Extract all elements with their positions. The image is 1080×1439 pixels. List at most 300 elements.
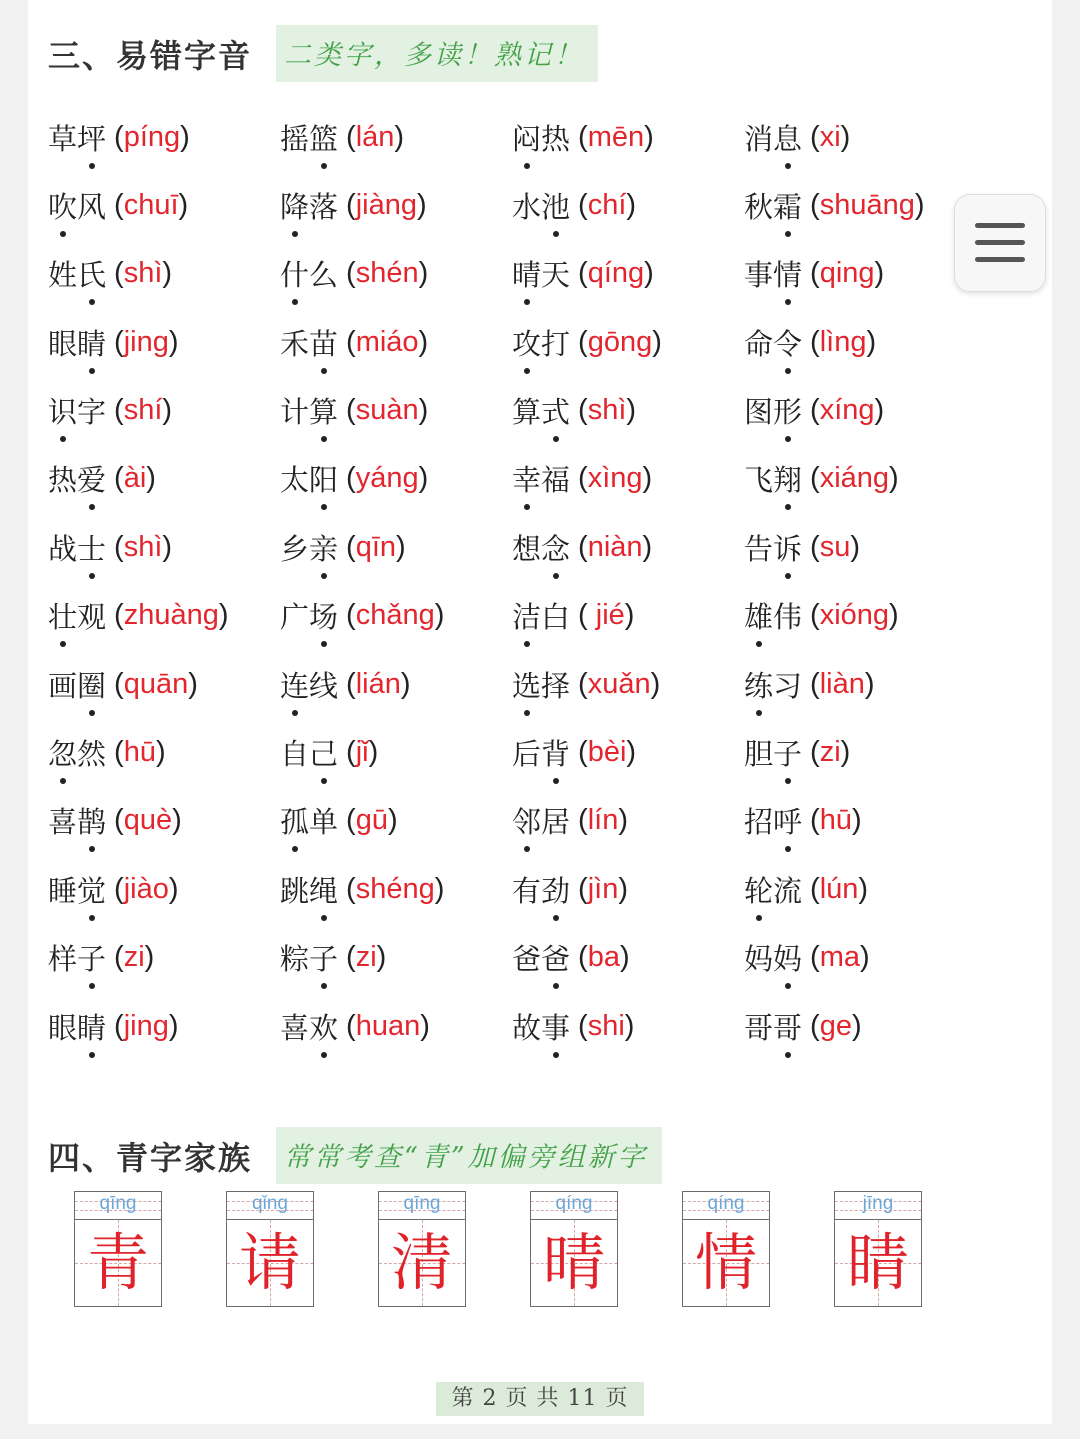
pinyin-text: jiào <box>123 872 169 905</box>
pinyin-text: jǐ <box>355 736 369 769</box>
word-text: 后背 <box>512 732 570 773</box>
word-text: 样子 <box>48 937 106 978</box>
word-text: 喜鹊 <box>48 800 106 841</box>
emphasis-dot <box>292 846 298 852</box>
emphasis-dot <box>321 983 327 989</box>
emphasis-dot <box>785 504 791 510</box>
word-text: 故事 <box>512 1006 570 1047</box>
word-text: 消息 <box>744 117 802 158</box>
emphasis-dot <box>785 778 791 784</box>
word-text: 草坪 <box>48 117 106 158</box>
emphasis-dot <box>524 710 530 716</box>
section4-tip: 常常考查“青”加偏旁组新字 <box>276 1127 662 1184</box>
emphasis-dot <box>60 778 66 784</box>
box-character: 请 <box>238 1226 301 1299</box>
pinyin-text: shì <box>587 394 627 427</box>
pinyin-text: shì <box>123 530 163 563</box>
pinyin: (gōng) <box>578 325 662 358</box>
word-entry <box>512 787 744 855</box>
emphasis-dot <box>321 573 327 579</box>
pinyin: (miáo) <box>346 325 429 358</box>
pinyin: (jǐ) <box>346 736 379 769</box>
pinyin-text: huan <box>355 1009 421 1042</box>
pinyin-text: lán <box>355 120 395 153</box>
pinyin-text: ge <box>819 1009 852 1042</box>
box-pinyin: jīng <box>862 1193 894 1214</box>
pinyin: (shéng) <box>346 872 445 905</box>
pinyin: (shì) <box>114 257 173 290</box>
pinyin: (shí) <box>114 394 173 427</box>
pinyin-text: jiàng <box>355 188 417 221</box>
word-entry <box>744 924 976 992</box>
word-entry <box>744 171 976 239</box>
pinyin-text: zi <box>355 941 377 974</box>
emphasis-dot <box>292 231 298 237</box>
word-entry <box>512 171 744 239</box>
box-pinyin: qīng <box>99 1193 137 1214</box>
emphasis-dot <box>756 915 762 921</box>
word-entry <box>48 924 280 992</box>
word-text: 跳绳 <box>280 869 338 910</box>
pinyin: ( jié) <box>578 599 635 632</box>
word-text: 秋霜 <box>744 185 802 226</box>
pinyin: (jiàng) <box>346 188 427 221</box>
pinyin: (zhuàng) <box>114 599 229 632</box>
pinyin-text: shí <box>123 394 163 427</box>
pinyin-text: liàn <box>819 667 865 700</box>
emphasis-dot <box>89 846 95 852</box>
word-entry <box>280 582 512 650</box>
emphasis-dot <box>321 1052 327 1058</box>
word-entry <box>512 582 744 650</box>
pinyin-text: gū <box>355 804 388 837</box>
word-text: 邻居 <box>512 800 570 841</box>
word-entry <box>512 240 744 308</box>
pinyin: (gū) <box>346 804 398 837</box>
box-character: 清 <box>390 1226 453 1299</box>
menu-button[interactable] <box>954 194 1046 292</box>
word-entry <box>512 924 744 992</box>
pinyin-text: hū <box>123 736 156 769</box>
word-text: 热爱 <box>48 458 106 499</box>
emphasis-dot <box>89 368 95 374</box>
pinyin: (ma) <box>810 941 870 974</box>
word-text: 爸爸 <box>512 937 570 978</box>
box-character: 青 <box>86 1226 149 1299</box>
pinyin-text: shi <box>587 1009 625 1042</box>
pinyin-text: suàn <box>355 394 419 427</box>
word-text: 降落 <box>280 185 338 226</box>
hamburger-menu-icon <box>975 223 1025 228</box>
emphasis-dot <box>321 504 327 510</box>
pinyin-text: qing <box>819 257 875 290</box>
emphasis-dot <box>553 915 559 921</box>
emphasis-dot <box>524 641 530 647</box>
word-entry <box>280 308 512 376</box>
word-entry <box>48 650 280 718</box>
emphasis-dot <box>785 573 791 579</box>
pinyin-text: ài <box>123 462 147 495</box>
emphasis-dot <box>89 299 95 305</box>
word-text: 雄伟 <box>744 595 802 636</box>
word-entry <box>512 650 744 718</box>
word-entry <box>48 308 280 376</box>
word-text: 孤单 <box>280 800 338 841</box>
word-entry <box>48 103 280 171</box>
pinyin: (lián) <box>346 667 411 700</box>
emphasis-dot <box>89 915 95 921</box>
word-entry <box>744 719 976 787</box>
pinyin: (xíng) <box>810 394 885 427</box>
pinyin: (mēn) <box>578 120 654 153</box>
pinyin-text: xióng <box>819 599 890 632</box>
pinyin-text: hū <box>819 804 852 837</box>
word-text: 连线 <box>280 664 338 705</box>
word-entry <box>280 787 512 855</box>
pinyin: (lán) <box>346 120 405 153</box>
pinyin: (qíng) <box>578 257 654 290</box>
word-entry <box>48 513 280 581</box>
word-text: 招呼 <box>744 800 802 841</box>
box-pinyin: qǐng <box>252 1193 288 1214</box>
emphasis-dot <box>321 778 327 784</box>
pinyin: (shì) <box>114 530 173 563</box>
word-text: 计算 <box>280 390 338 431</box>
word-text: 攻打 <box>512 322 570 363</box>
word-entry <box>48 787 280 855</box>
pinyin-text: zhuàng <box>123 599 219 632</box>
emphasis-dot <box>785 299 791 305</box>
pinyin: (xuǎn) <box>578 667 661 700</box>
word-text: 睡觉 <box>48 869 106 910</box>
pinyin-text: píng <box>123 120 181 153</box>
word-entry <box>48 171 280 239</box>
word-text: 有劲 <box>512 869 570 910</box>
emphasis-dot <box>553 436 559 442</box>
word-text: 飞翔 <box>744 458 802 499</box>
pinyin-text: shì <box>123 257 163 290</box>
emphasis-dot <box>524 163 530 169</box>
emphasis-dot <box>89 983 95 989</box>
emphasis-dot <box>60 231 66 237</box>
word-text: 摇篮 <box>280 117 338 158</box>
pinyin: (shi) <box>578 1009 635 1042</box>
section4-header <box>48 1127 662 1184</box>
word-text: 告诉 <box>744 527 802 568</box>
emphasis-dot <box>785 1052 791 1058</box>
pinyin: (zi) <box>810 736 851 769</box>
word-entry <box>744 308 976 376</box>
pinyin: (yáng) <box>346 462 429 495</box>
word-entry <box>280 855 512 923</box>
word-entry <box>512 719 744 787</box>
word-entry <box>744 855 976 923</box>
pinyin-text: quān <box>123 667 189 700</box>
word-text: 广场 <box>280 595 338 636</box>
emphasis-dot <box>553 573 559 579</box>
pinyin: (bèi) <box>578 736 637 769</box>
pinyin: (chuī) <box>114 188 189 221</box>
pinyin: (liàn) <box>810 667 875 700</box>
emphasis-dot <box>553 231 559 237</box>
pinyin: (huan) <box>346 1009 430 1042</box>
box-pinyin: qíng <box>707 1193 745 1214</box>
word-text: 什么 <box>280 253 338 294</box>
tianzige-box <box>226 1191 314 1307</box>
word-entry <box>48 719 280 787</box>
emphasis-dot <box>321 641 327 647</box>
emphasis-dot <box>756 710 762 716</box>
pinyin-text: xíng <box>819 394 875 427</box>
pinyin-text: xìng <box>587 462 643 495</box>
box-pinyin: qíng <box>555 1193 593 1214</box>
pinyin-text: ma <box>819 941 860 974</box>
word-text: 姓氏 <box>48 253 106 294</box>
word-entry <box>280 377 512 445</box>
pinyin: (jìn) <box>578 872 628 905</box>
word-text: 识字 <box>48 390 106 431</box>
pinyin-text: qíng <box>587 257 645 290</box>
word-text: 闷热 <box>512 117 570 158</box>
emphasis-dot <box>321 436 327 442</box>
pinyin-text: su <box>819 530 851 563</box>
word-text: 粽子 <box>280 937 338 978</box>
section3-tip: 二类字，多读！熟记！ <box>276 25 598 82</box>
box-character: 情 <box>694 1226 757 1299</box>
pinyin-text: jing <box>123 1009 169 1042</box>
tianzige-box <box>682 1191 770 1307</box>
pinyin-text: chǎng <box>355 599 435 632</box>
word-entry <box>744 103 976 171</box>
word-entry <box>744 992 976 1060</box>
emphasis-dot <box>785 163 791 169</box>
emphasis-dot <box>321 915 327 921</box>
pinyin: (ge) <box>810 1009 862 1042</box>
emphasis-dot <box>785 231 791 237</box>
word-entry <box>48 855 280 923</box>
emphasis-dot <box>89 163 95 169</box>
pinyin-text: què <box>123 804 173 837</box>
pinyin-text: xuǎn <box>587 667 651 700</box>
emphasis-dot <box>553 778 559 784</box>
emphasis-dot <box>292 299 298 305</box>
word-text: 洁白 <box>512 595 570 636</box>
pinyin: (chǎng) <box>346 599 445 632</box>
word-entry <box>280 240 512 308</box>
word-text: 壮观 <box>48 595 106 636</box>
pinyin-text: lún <box>819 872 859 905</box>
box-character: 睛 <box>846 1226 909 1299</box>
pinyin: (ba) <box>578 941 630 974</box>
section3-title: 三、易错字音 <box>48 36 253 75</box>
word-text: 妈妈 <box>744 937 802 978</box>
emphasis-dot <box>756 641 762 647</box>
emphasis-dot <box>785 846 791 852</box>
pinyin-text: chuī <box>123 188 179 221</box>
pinyin: (xi) <box>810 120 851 153</box>
word-text: 事情 <box>744 253 802 294</box>
word-text: 幸福 <box>512 458 570 499</box>
word-text: 命令 <box>744 322 802 363</box>
word-text: 轮流 <box>744 869 802 910</box>
word-entry <box>48 992 280 1060</box>
word-text: 乡亲 <box>280 527 338 568</box>
emphasis-dot <box>785 983 791 989</box>
word-entry <box>280 513 512 581</box>
word-text: 哥哥 <box>744 1006 802 1047</box>
pinyin-text: xiáng <box>819 462 890 495</box>
pinyin-text: shén <box>355 257 419 290</box>
word-text: 自己 <box>280 732 338 773</box>
pinyin-text: qīn <box>355 530 397 563</box>
pinyin: (hū) <box>114 736 166 769</box>
emphasis-dot <box>89 504 95 510</box>
word-text: 图形 <box>744 390 802 431</box>
pinyin-text: shuāng <box>819 188 915 221</box>
word-entry <box>512 855 744 923</box>
pinyin-text: miáo <box>355 325 419 358</box>
emphasis-dot <box>321 163 327 169</box>
word-entry <box>280 171 512 239</box>
pinyin: (hū) <box>810 804 862 837</box>
box-character: 晴 <box>542 1226 605 1299</box>
pinyin-text: jing <box>123 325 169 358</box>
emphasis-dot <box>553 1052 559 1058</box>
pinyin: (píng) <box>114 120 190 153</box>
word-entry <box>744 787 976 855</box>
word-text: 练习 <box>744 664 802 705</box>
page-indicator: 第 2 页 共 11 页 <box>436 1382 644 1416</box>
word-entry <box>280 650 512 718</box>
section3-header <box>48 25 598 82</box>
word-text: 眼睛 <box>48 1006 106 1047</box>
pinyin-text: jié <box>587 599 625 632</box>
word-text: 想念 <box>512 527 570 568</box>
pinyin: (suàn) <box>346 394 429 427</box>
emphasis-dot <box>524 299 530 305</box>
emphasis-dot <box>60 436 66 442</box>
word-entry <box>280 719 512 787</box>
word-entry <box>48 445 280 513</box>
pinyin: (xiáng) <box>810 462 899 495</box>
pinyin: (zi) <box>346 941 387 974</box>
word-entry <box>48 240 280 308</box>
pinyin: (jiào) <box>114 872 179 905</box>
word-entry <box>280 992 512 1060</box>
word-entry <box>744 650 976 718</box>
word-entry <box>512 513 744 581</box>
pinyin: (shuāng) <box>810 188 925 221</box>
tianzige-box <box>74 1191 162 1307</box>
pinyin: (qing) <box>810 257 885 290</box>
word-text: 忽然 <box>48 732 106 773</box>
word-text: 胆子 <box>744 732 802 773</box>
emphasis-dot <box>524 504 530 510</box>
word-text: 眼睛 <box>48 322 106 363</box>
pinyin-text: lín <box>587 804 619 837</box>
emphasis-dot <box>89 710 95 716</box>
pinyin-text: jìn <box>587 872 619 905</box>
word-entry <box>744 582 976 650</box>
pinyin: (jing) <box>114 1009 179 1042</box>
word-entry <box>744 445 976 513</box>
pinyin: (qīn) <box>346 530 406 563</box>
box-pinyin: qīng <box>403 1193 441 1214</box>
emphasis-dot <box>89 573 95 579</box>
emphasis-dot <box>785 436 791 442</box>
word-text: 算式 <box>512 390 570 431</box>
emphasis-dot <box>524 368 530 374</box>
emphasis-dot <box>321 368 327 374</box>
word-text: 吹风 <box>48 185 106 226</box>
word-entry <box>280 445 512 513</box>
character-boxes <box>74 1191 922 1307</box>
word-entry <box>512 377 744 445</box>
word-entry <box>512 445 744 513</box>
pinyin: (chí) <box>578 188 637 221</box>
pinyin: (niàn) <box>578 530 653 563</box>
pinyin-text: chí <box>587 188 627 221</box>
word-entry <box>744 513 976 581</box>
pinyin-text: niàn <box>587 530 643 563</box>
word-entry <box>280 924 512 992</box>
pinyin-text: zi <box>123 941 145 974</box>
emphasis-dot <box>60 641 66 647</box>
pinyin: (lìng) <box>810 325 877 358</box>
emphasis-dot <box>524 846 530 852</box>
pinyin-text: ba <box>587 941 620 974</box>
pinyin: (lún) <box>810 872 869 905</box>
word-entry <box>744 377 976 445</box>
word-entry <box>512 308 744 376</box>
word-entry <box>48 377 280 445</box>
word-text: 画圈 <box>48 664 106 705</box>
pinyin: (quān) <box>114 667 198 700</box>
pinyin-text: lìng <box>819 325 867 358</box>
pinyin: (lín) <box>578 804 628 837</box>
word-entry <box>280 103 512 171</box>
pinyin-text: xi <box>819 120 841 153</box>
pinyin: (zi) <box>114 941 155 974</box>
pinyin-text: mēn <box>587 120 645 153</box>
pinyin: (xìng) <box>578 462 653 495</box>
pinyin: (jing) <box>114 325 179 358</box>
word-text: 选择 <box>512 664 570 705</box>
emphasis-dot <box>785 368 791 374</box>
word-entry <box>744 240 976 308</box>
pinyin-text: lián <box>355 667 401 700</box>
tianzige-box <box>378 1191 466 1307</box>
word-entry <box>512 103 744 171</box>
emphasis-dot <box>89 1052 95 1058</box>
pinyin: (què) <box>114 804 182 837</box>
pinyin: (su) <box>810 530 860 563</box>
pinyin-text: bèi <box>587 736 627 769</box>
word-text: 喜欢 <box>280 1006 338 1047</box>
section4-title: 四、青字家族 <box>48 1138 253 1177</box>
word-text: 太阳 <box>280 458 338 499</box>
emphasis-dot <box>553 983 559 989</box>
word-text: 禾苗 <box>280 322 338 363</box>
word-text: 水池 <box>512 185 570 226</box>
word-entry <box>48 582 280 650</box>
pinyin: (shén) <box>346 257 429 290</box>
pinyin: (shì) <box>578 394 637 427</box>
word-text: 晴天 <box>512 253 570 294</box>
tianzige-box <box>530 1191 618 1307</box>
pinyin: (xióng) <box>810 599 899 632</box>
pinyin-text: zi <box>819 736 841 769</box>
